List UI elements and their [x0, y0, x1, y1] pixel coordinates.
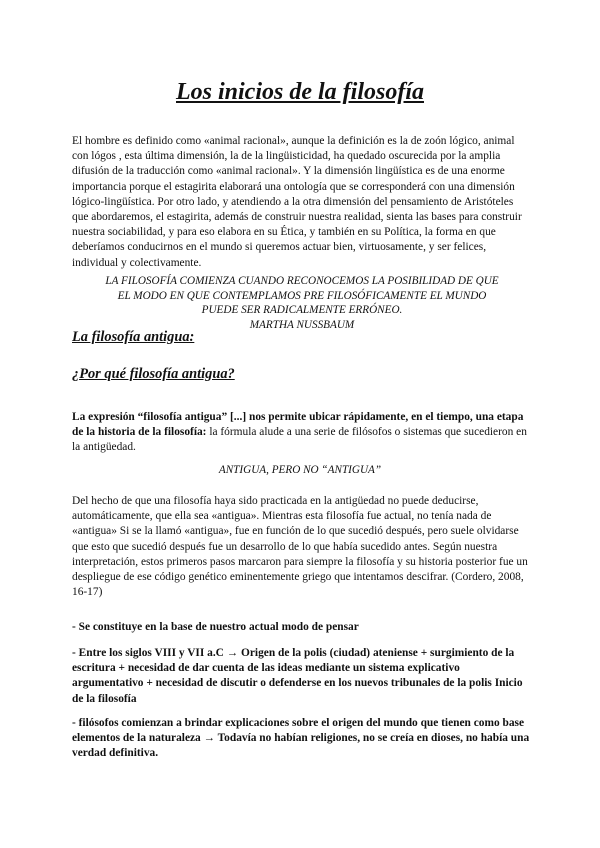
quote-author: MARTHA NUSSBAUM: [249, 318, 355, 331]
section-heading-antigua: La filosofía antigua:: [72, 329, 195, 345]
quote-line: LA FILOSOFÍA COMIENZA CUANDO RECONOCEMOS LA POSIBILIDAD DE QUE: [105, 275, 499, 287]
bullet-item: - Se constituye en la base de nuestro actual modo de pensar: [72, 621, 359, 633]
intro-paragraph: El hombre es definido como «animal racional», aunque la definición es la de zoón lógico, animal con lógos , esta última dimensión, la de la lingüisticidad, ha quedado oscurecida por la amplia difusión de la traducción como «animal racional». Y la dimensión lingüística es de una enorme importancia porque el estagirita elaborará una ontología que se corresponderá con una dimensión lógico-lingüística. Por otro lado, y atendiendo a la otra dimensión del pensamiento de Aristóteles que abordaremos, el estagirita, además de construir nuestra realidad, sienta las bases para construir nuestra sociabilidad, y para eso elabora en su Ética, y también en su Política, la forma en que deberíamos conducirnos en el mundo si queremos actuar bien, virtuosamente, y ser felices, individual y colectivamente.: [72, 135, 522, 269]
bullet-item: - Entre los siglos VIII y VII a.C → Origen de la polis (ciudad) ateniense + surgimiento de la escritura + necesidad de dar cuenta de las ideas mediante un sistema explicativo argumentativo + necesidad de discutir o defenderse en los nuevos tribunales de la polis Inicio de la filosofía: [72, 647, 523, 705]
quote-line: PUEDE SER RADICALMENTE ERRÓNEO.: [201, 304, 403, 316]
page-title: Los inicios de la filosofía: [176, 79, 424, 105]
section-heading-porque: ¿Por qué filosofía antigua?: [72, 366, 235, 382]
expression-rest-text: la fórmula alude a una serie de filósofos o sistemas que sucedieron en la antigüedad.: [72, 426, 527, 454]
epigraph-quote: [72, 274, 532, 332]
bullet-item: - filósofos comienzan a brindar explicaciones sobre el origen del mundo que tienen como base elementos de la naturaleza → Todavía no habían religiones, no se creía en dioses, no había una verdad definitiva.: [72, 717, 530, 760]
quote-line: EL MODO EN QUE CONTEMPLAMOS PRE FILOSÓFICAMENTE EL MUNDO: [117, 289, 487, 302]
expression-paragraph: [72, 410, 532, 456]
subtitle-antigua: ANTIGUA, PERO NO “ANTIGUA”: [218, 464, 382, 476]
hecho-paragraph: Del hecho de que una filosofía haya sido practicada en la antigüedad no puede deducirse, automáticamente, que ella sea «antigua». Mientras esta filosofía fue actual, no tenía nada de «antigua» Si se la llamó «antigua», fue en función de lo que sucedió después, pero suele olvidarse que esto que sucedió después fue un desarrollo de lo que había sucedido antes. Según nuestra interpretación, estos primeros pasos marcaron para siempre la filosofía y su historia posterior fue un despliegue de ese código genético eminentemente griego que intentamos descifrar. (Cordero, 2008, 16-17): [72, 495, 528, 599]
expression-bold-text: La expresión “filosofía antigua” [...] nos permite ubicar rápidamente, en el tiempo, una etapa de la historia de la filosofía:: [72, 411, 524, 439]
